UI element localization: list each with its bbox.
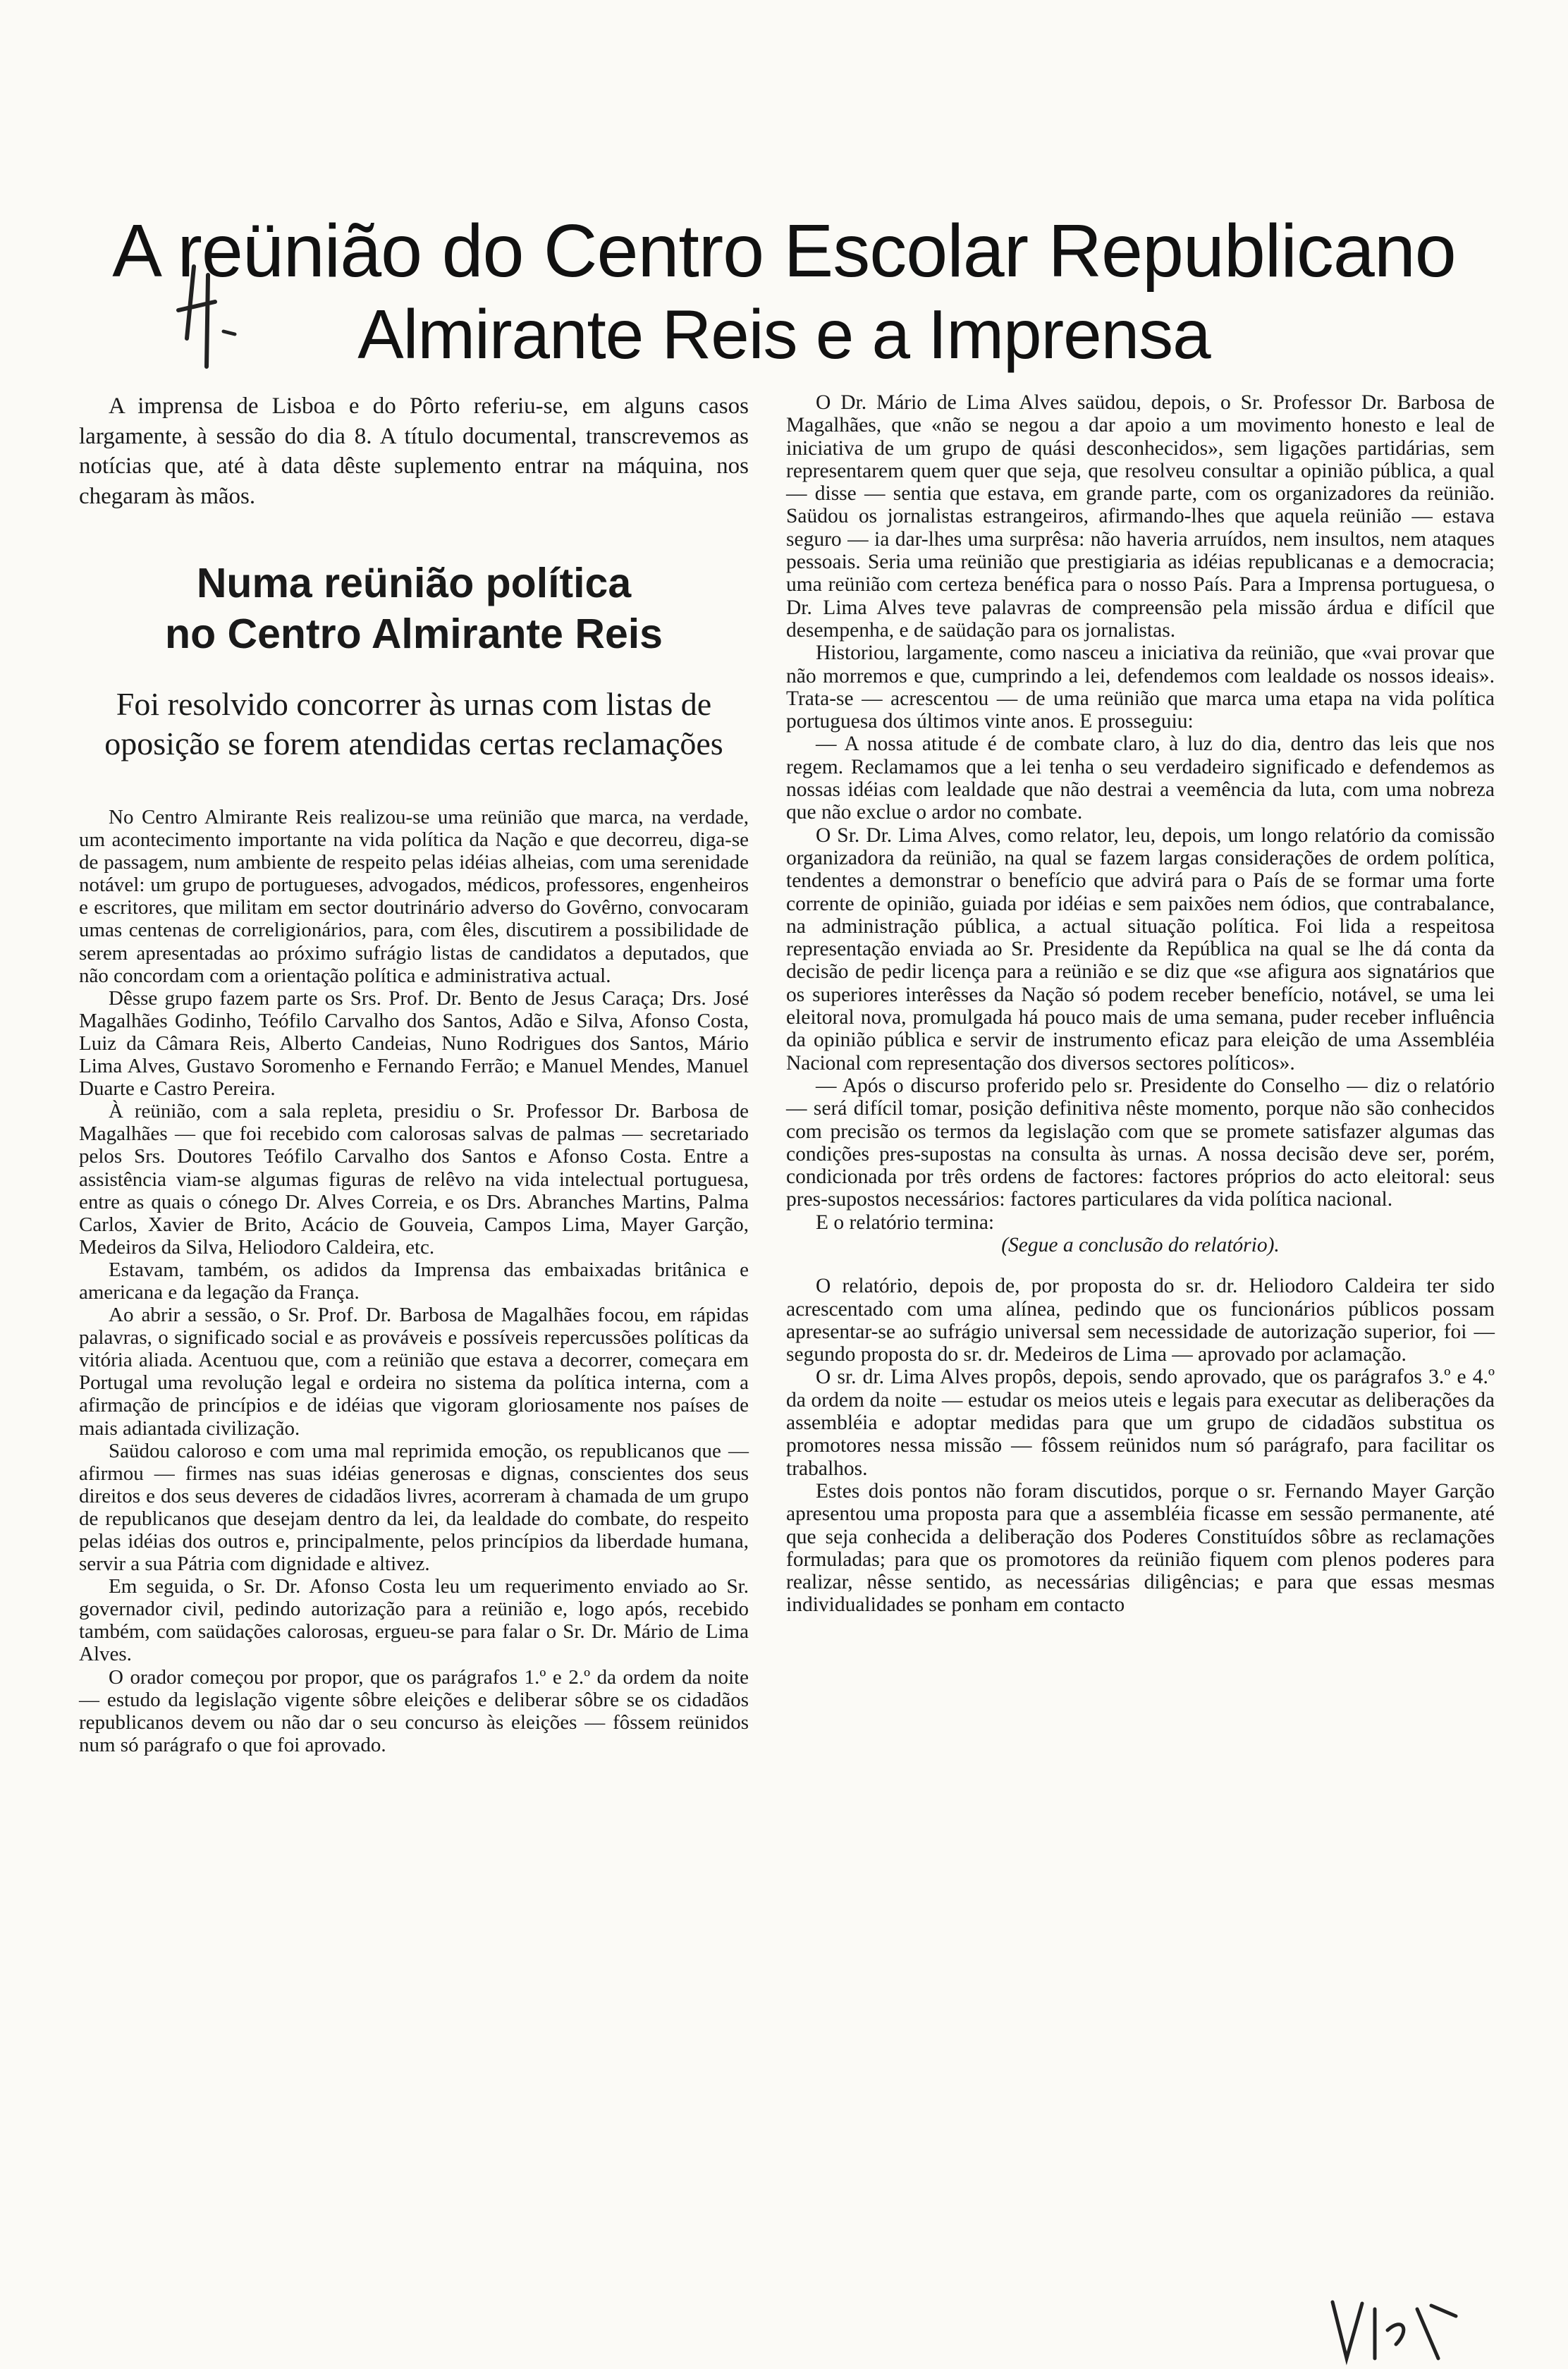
- article-title-line-1: Numa reünião política: [196, 560, 632, 606]
- right-paragraph-3: — A nossa atitude é de combate claro, à luz do dia, dentro das leis que nos regem. Reclamamos que a lei tenha o seu verdadeiro significado e defendemos as nossas idéias com lealdade que não destrai a veemência da luta, com uma nobreza que não exclue o ardor no combate.: [786, 733, 1495, 824]
- report-continuation-note: (Segue a conclusão do relatório).: [1001, 1233, 1280, 1256]
- right-paragraph-2: Historiou, largamente, como nasceu a iniciativa da reünião, que «vai provar que não morremos e que, cumprindo a lei, defendemos com lealdade os nossos ideais». Trata-se — acrescentou — de uma reünião que marca uma etapa na vida política portuguesa dos últimos vinte anos. E prosseguiu:: [786, 642, 1495, 733]
- left-paragraph-2: Dêsse grupo fazem parte os Srs. Prof. Dr. Bento de Jesus Caraça; Drs. José Magalhães Godinho, Teófilo Carvalho dos Santos, Adão e Silva, Afonso Costa, Luiz da Câmara Reis, Alberto Candeias, Nuno Rodrigues dos Santos, Mário Lima Alves, Gustavo Soromenho e Fernando Ferrão; e Manuel Mendes, Manuel Duarte e Castro Pereira.: [79, 986, 749, 1101]
- right-column: [786, 391, 1495, 1617]
- article-deck: Foi resolvido concorrer às urnas com listas de oposição se forem atendidas certas reclamações: [104, 686, 723, 761]
- left-paragraph-1: No Centro Almirante Reis realizou-se uma reünião que marca, na verdade, um acontecimento importante na vida política da Nação e que decorreu, diga-se de passagem, num ambiente de respeito pelas idéias alheias, com uma serenidade notável: um grupo de portugueses, advogados, médicos, professores, engenheiros e escritores, que militam em sector doutrinário adverso do Govêrno, convocaram umas centenas de correligionários, para, com êles, discutirem a possibilidade de serem apresentadas ao próximo sufrágio listas de candidatos a deputados, que não concordam com a orientação política e administrativa actual.: [79, 806, 749, 987]
- right-paragraph-6: E o relatório termina:: [816, 1211, 995, 1234]
- left-paragraph-6: Saüdou caloroso e com uma mal reprimida emoção, os republicanos que — afirmou — firmes nas suas idéias generosas e dignas, conscientes dos seus direitos e dos seus deveres de cidadãos livres, acorreram à chamada de um grupo de republicanos que desejam dentro da lei, da lealdade do combate, do respeito pelas idéias dos outros e, principalmente, pelos princípios da liberdade humana, servir a sua Pátria com dignidade e altivez.: [79, 1439, 749, 1576]
- intro-paragraph: A imprensa de Lisboa e do Pôrto referiu-se, em alguns casos largamente, à sessão do dia 8. A título documental, transcrevemos as notícias que, até à data dêste suplemento entrar na máquina, nos chegaram às mãos.: [79, 393, 749, 509]
- handwritten-mark-icon: [166, 261, 243, 374]
- left-paragraph-5: Ao abrir a sessão, o Sr. Prof. Dr. Barbosa de Magalhães focou, em rápidas palavras, o significado social e as prováveis e possíveis repercussões políticas da vitória aliada. Acentuou que, com a reünião que estava a decorrer, começara em Portugal uma revolução legal e ordeira no sistema da política interna, com a afirmação de princípios e de idéias que vigoram gloriosamente nos países de mais adiantada civilização.: [79, 1304, 749, 1440]
- right-paragraph-5: — Após o discurso proferido pelo sr. Presidente do Conselho — diz o relatório — será difícil tomar, posição definitiva nêste momento, porque não são conhecidos com precisão os termos da legislação com que se promete satisfazer algumas das condições pres-supostas na consulta às urnas. A nossa decisão deve ser, porém, condicionada por três ordens de factores: factores próprios do acto eleitoral: seus pres-supostos necessários: factores particulares da vida política nacional.: [786, 1074, 1495, 1211]
- left-paragraph-8: O orador começou por propor, que os parágrafos 1.º e 2.º da ordem da noite — estudo da legislação vigente sôbre eleições e deliberar sôbre se os cidadãos republicanos devem ou não dar o seu concurso às eleições — fôssem reünidos num só parágrafo o que foi aprovado.: [79, 1665, 749, 1756]
- article-title-line-2: no Centro Almirante Reis: [165, 611, 663, 657]
- right-paragraph-9: Estes dois pontos não foram discutidos, porque o sr. Fernando Mayer Garção apresentou uma proposta para que a assembléia ficasse em sessão permanente, até que seja conhecida a deliberação dos Poderes Constituídos sôbre as reclamações formuladas; para que os promotores da reünião fiquem com plenos poderes para realizar, nêsse sentido, as necessárias diligências; e para que essas mesmas individualidades se ponham em contacto: [786, 1479, 1495, 1617]
- right-paragraph-8: O sr. dr. Lima Alves propôs, depois, sendo aprovado, que os parágrafos 3.º e 4.º da ordem da noite — estudar os meios uteis e legais para executar as deliberações da assembléia e adoptar medidas para que um grupo de cidadãos substitua os promotores nessa missão — fôssem reünidos num só parágrafo, para facilitar os trabalhos.: [786, 1366, 1495, 1480]
- headline-line-1: A reünião do Centro Escolar Republicano: [112, 209, 1456, 293]
- headline-line-2: Almirante Reis e a Imprensa: [357, 295, 1211, 373]
- right-paragraph-7: O relatório, depois de, por proposta do sr. dr. Heliodoro Caldeira ter sido acrescentado com uma alínea, pedindo que os funcionários públicos possam apresentar-se ao sufrágio universal sem necessidade de autorização superior, foi — segundo proposta do sr. dr. Medeiros de Lima — aprovado por aclamação.: [786, 1275, 1495, 1366]
- left-column: [79, 391, 749, 1756]
- left-paragraph-3: À reünião, com a sala repleta, presidiu o Sr. Professor Dr. Barbosa de Magalhães — que foi recebido com calorosas salvas de palmas — secretariado pelos Srs. Doutores Teófilo Carvalho dos Santos e Afonso Costa. Entre a assistência viam-se algumas figuras de relêvo na vida intelectual portuguesa, entre as quais o cónego Dr. Alves Correia, e os Drs. Abranches Martins, Palma Carlos, Xavier de Brito, Acácio de Gouveia, Campos Lima, Mayer Garção, Medeiros da Silva, Heliodoro Caldeira, etc.: [79, 1100, 749, 1259]
- right-paragraph-1: O Dr. Mário de Lima Alves saüdou, depois, o Sr. Professor Dr. Barbosa de Magalhães, que «não se negou a dar apoio a um movimento honesto e leal de iniciativa de um grupo de quási desconhecidos», sem ligações partidárias, sem representarem quem quer que seja, que resolveu consultar a opinião pública, a qual — disse — sentia que estava, em grande parte, com os organizadores da reünião. Saüdou os jornalistas estrangeiros, afirmando-lhes que aquela reünião — estava seguro — ia dar-lhes uma surprêsa: não haveria arruídos, nem insultos, nem ataques pessoais. Seria uma reünião que prestigiaria as idéias republicanas e a democracia; uma reünião com certeza benéfica para o nosso País. Para a Imprensa portuguesa, o Dr. Lima Alves teve palavras de compreensão pela missão árdua e difícil que desempenha, e de saüdação para os jornalistas.: [786, 391, 1495, 642]
- right-paragraph-4: O Sr. Dr. Lima Alves, como relator, leu, depois, um longo relatório da comissão organizadora da reünião, na qual se fazem largas considerações de ordem política, tendentes a demonstrar o benefício que advirá para o País de se formar uma forte corrente de opinião, guiada por idéias e sem paixões nem ódios, que contrabalance, na administração pública, a actual situação política. Foi lida a respeitosa representação enviada ao Sr. Presidente da República na qual se lhe dá conta da decisão de pedir licença para a reünião e se diz que «se afigura aos signatários que os superiores interêsses da Nação só podem receber benefício, notável, se uma lei eleitoral nova, promulgada há pouco mais de uma semana, puder receber influência da opinião pública e servir de instrumento eficaz para eleição de uma Assembléia Nacional com representação dos diversos sectores políticos».: [786, 824, 1495, 1075]
- left-paragraph-4: Estavam, também, os adidos da Imprensa das embaixadas britânica e americana e da legação da França.: [79, 1258, 749, 1304]
- handwritten-scribble-icon: [1325, 2288, 1466, 2365]
- left-paragraph-7: Em seguida, o Sr. Dr. Afonso Costa leu um requerimento enviado ao Sr. governador civil, pedindo autorização para a reünião e, logo após, recebido também, com saüdações calorosas, ergueu-se para falar o Sr. Dr. Mário de Lima Alves.: [79, 1575, 749, 1666]
